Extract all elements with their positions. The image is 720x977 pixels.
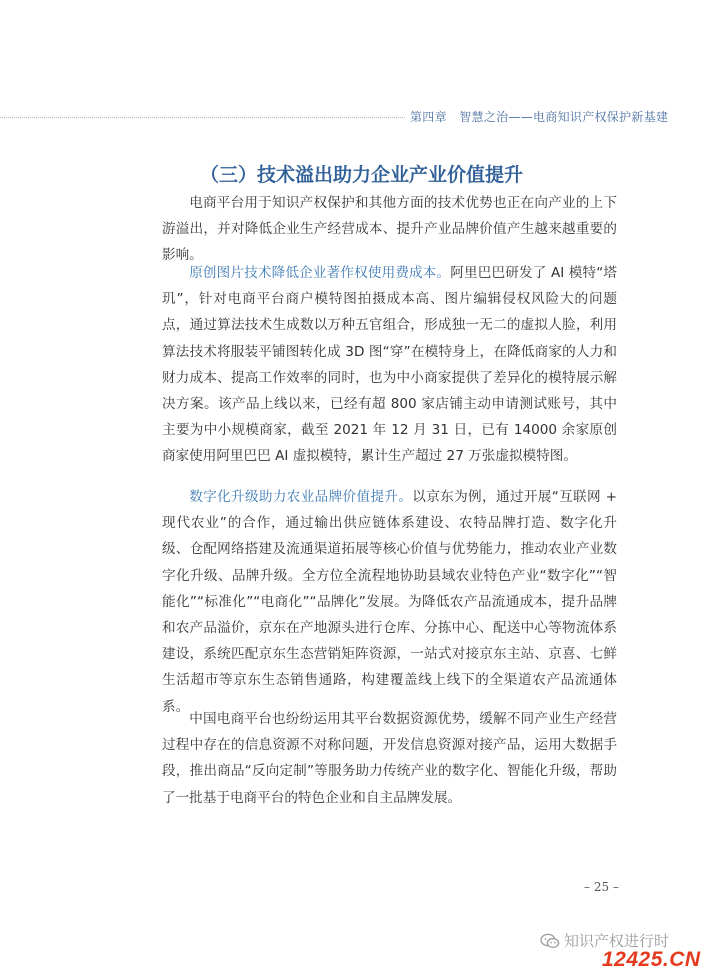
paragraph-3-lead: 数字化升级助力农业品牌价值提升。 xyxy=(189,489,413,505)
wechat-icon xyxy=(540,933,560,949)
paragraph-2 xyxy=(162,260,617,470)
wechat-account-name: 知识产权进行时 xyxy=(564,932,670,950)
paragraph-4-text: 中国电商平台也纷纷运用其平台数据资源优势，缓解不同产业生产经营过程中存在的信息资源不对称问题，开发信息资源对接产品，运用大数据手段，推出商品“反向定制”等服务助力传统产业的数字化、智能化升级，帮助了一批基于电商平台的特色企业和自主品牌发展。 xyxy=(162,711,617,806)
paragraph-1 xyxy=(162,190,617,269)
chapter-header: 第四章 智慧之治——电商知识产权保护新基建 xyxy=(410,110,669,124)
section-title: （三）技术溢出助力企业产业价值提升 xyxy=(200,164,524,186)
paragraph-1-text: 电商平台用于知识产权保护和其他方面的技术优势也正在向产业的上下游溢出，并对降低企业生产经营成本、提升产业品牌价值产生越来越重要的影响。 xyxy=(162,195,617,264)
page-number: – 25 – xyxy=(584,880,619,894)
header-dotted-rule xyxy=(0,117,405,118)
site-watermark: 12425.CN xyxy=(602,948,701,971)
paragraph-3 xyxy=(162,484,617,720)
paragraph-3-text: 以京东为例，通过开展“互联网 + 现代农业”的合作，通过输出供应链体系建设、农特品牌打造、数字化升级、仓配网络搭建及流通渠道拓展等核心价值与优势能力，推动农业产业数字化升级、品牌升级。全方位全流程地协助县域农业特色产业“数字化”“智能化”“标准化”“电商化”“品牌化”发展。为降低农产品流通成本，提升品牌和农产品溢价，京东在产地源头进行仓库、分拣中心、配送中心等物流体系建设，系统匹配京东生态营销矩阵资源，一站式对接京东主站、京喜、七鲜生活超市等京东生态销售通路，构建覆盖线上线下的全渠道农产品流通体系。 xyxy=(162,489,617,715)
paragraph-2-lead: 原创图片技术降低企业著作权使用费成本。 xyxy=(189,265,451,281)
paragraph-2-text: 阿里巴巴研发了 AI 模特“塔玑”，针对电商平台商户模特图拍摄成本高、图片编辑侵权风险大的问题点，通过算法技术生成数以万种五官组合，形成独一无二的虚拟人脸，利用算法技术将服装平铺图转化成 3D 图“穿”在模特身上，在降低商家的人力和财力成本、提高工作效率的同时，也为中小商家提供了差异化的模特展示解决方案。该产品上线以来，已经有超 800 家店铺主动申请测试账号，其中主要为中小规模商家，截至 2021 年 12 月 31 日，已有 14000 余家原创商家使用阿里巴巴 AI 虚拟模特，累计生产超过 27 万张虚拟模特图。 xyxy=(162,265,618,465)
paragraph-4 xyxy=(162,706,617,811)
